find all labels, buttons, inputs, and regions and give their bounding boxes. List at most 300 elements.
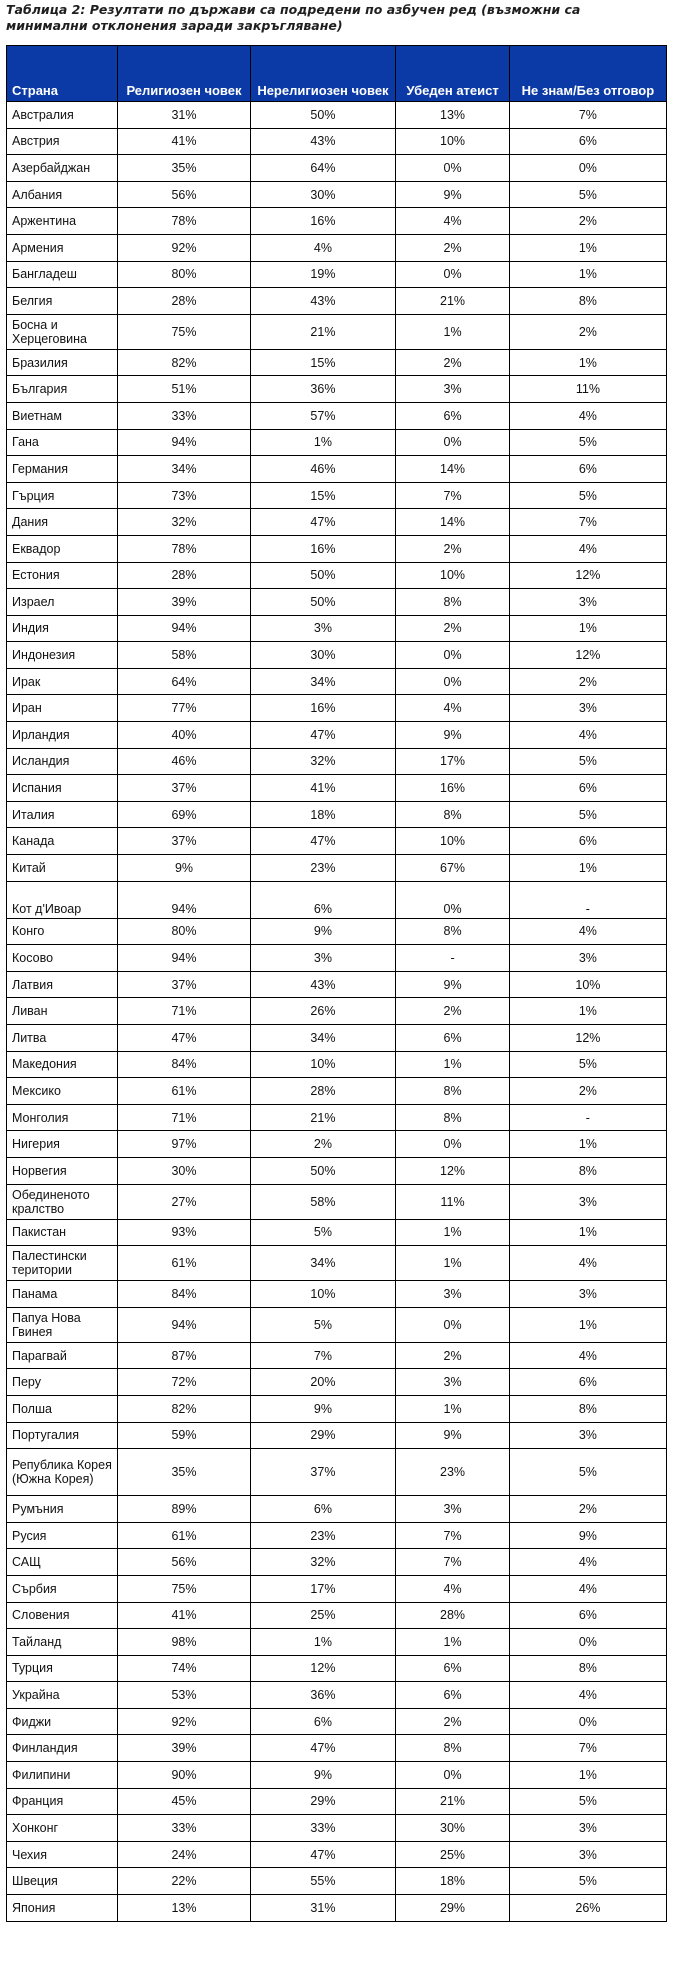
table-row <box>7 775 667 802</box>
atheist-cell: 2% <box>396 1342 509 1369</box>
religious-cell: 51% <box>118 376 250 403</box>
table-row <box>7 1868 667 1895</box>
atheist-cell: 0% <box>396 261 509 288</box>
table-row <box>7 1549 667 1576</box>
country-cell: Русия <box>7 1522 118 1549</box>
country-cell: Румъния <box>7 1496 118 1523</box>
country-cell: Италия <box>7 801 118 828</box>
table-row <box>7 1246 667 1281</box>
nonreligious-cell: 15% <box>250 349 396 376</box>
religious-cell: 61% <box>118 1522 250 1549</box>
nonreligious-cell: 36% <box>250 1682 396 1709</box>
nonreligious-cell: 21% <box>250 314 396 349</box>
table-row <box>7 801 667 828</box>
dont-know-cell: 1% <box>509 261 666 288</box>
nonreligious-cell: 19% <box>250 261 396 288</box>
religious-cell: 78% <box>118 208 250 235</box>
religious-cell: 61% <box>118 1078 250 1105</box>
nonreligious-cell: 6% <box>250 1496 396 1523</box>
atheist-cell: 28% <box>396 1602 509 1629</box>
country-cell: Мексико <box>7 1078 118 1105</box>
dont-know-cell: 7% <box>509 509 666 536</box>
religious-cell: 40% <box>118 722 250 749</box>
dont-know-cell: 1% <box>509 1131 666 1158</box>
country-cell: България <box>7 376 118 403</box>
table-row <box>7 1449 667 1496</box>
religious-cell: 37% <box>118 775 250 802</box>
table-row <box>7 234 667 261</box>
dont-know-cell: 0% <box>509 1629 666 1656</box>
country-cell: Бангладеш <box>7 261 118 288</box>
country-cell: САЩ <box>7 1549 118 1576</box>
dont-know-cell: 5% <box>509 748 666 775</box>
table-row <box>7 102 667 129</box>
country-cell: Ирак <box>7 668 118 695</box>
atheist-cell: 8% <box>396 1735 509 1762</box>
country-cell: Украйна <box>7 1682 118 1709</box>
religious-cell: 39% <box>118 589 250 616</box>
atheist-cell: 17% <box>396 748 509 775</box>
religious-cell: 80% <box>118 261 250 288</box>
country-cell: Канада <box>7 828 118 855</box>
atheist-cell: 9% <box>396 971 509 998</box>
dont-know-cell: 7% <box>509 102 666 129</box>
atheist-cell: 23% <box>396 1449 509 1496</box>
dont-know-cell: 1% <box>509 1307 666 1342</box>
nonreligious-cell: 64% <box>250 155 396 182</box>
table-row <box>7 918 667 945</box>
religious-cell: 74% <box>118 1655 250 1682</box>
country-cell: Австралия <box>7 102 118 129</box>
atheist-cell: 0% <box>396 1307 509 1342</box>
table-row <box>7 509 667 536</box>
nonreligious-cell: 47% <box>250 509 396 536</box>
dont-know-cell: 5% <box>509 801 666 828</box>
nonreligious-cell: 34% <box>250 1025 396 1052</box>
atheist-cell: 8% <box>396 801 509 828</box>
dont-know-cell: 3% <box>509 1815 666 1842</box>
country-cell: Еквадор <box>7 535 118 562</box>
table-row <box>7 1708 667 1735</box>
dont-know-cell: 12% <box>509 562 666 589</box>
country-cell: Монголия <box>7 1104 118 1131</box>
nonreligious-cell: 16% <box>250 695 396 722</box>
religious-cell: 34% <box>118 456 250 483</box>
nonreligious-cell: 3% <box>250 615 396 642</box>
nonreligious-cell: 43% <box>250 971 396 998</box>
country-cell: Германия <box>7 456 118 483</box>
dont-know-cell: 4% <box>509 1575 666 1602</box>
table-row <box>7 314 667 349</box>
religious-cell: 71% <box>118 1104 250 1131</box>
religious-cell: 69% <box>118 801 250 828</box>
table-row <box>7 722 667 749</box>
table-row <box>7 1735 667 1762</box>
atheist-cell: 9% <box>396 181 509 208</box>
atheist-cell: 0% <box>396 1131 509 1158</box>
religious-cell: 41% <box>118 1602 250 1629</box>
country-cell: Гърция <box>7 482 118 509</box>
nonreligious-cell: 21% <box>250 1104 396 1131</box>
religious-cell: 30% <box>118 1157 250 1184</box>
atheist-cell: 7% <box>396 1522 509 1549</box>
atheist-cell: 67% <box>396 855 509 882</box>
dont-know-cell: 6% <box>509 828 666 855</box>
atheist-cell: 16% <box>396 775 509 802</box>
atheist-cell: 1% <box>396 1219 509 1246</box>
religious-cell: 93% <box>118 1219 250 1246</box>
dont-know-cell: 3% <box>509 945 666 972</box>
nonreligious-cell: 32% <box>250 748 396 775</box>
atheist-cell: 2% <box>396 1708 509 1735</box>
atheist-cell: 0% <box>396 155 509 182</box>
religious-cell: 94% <box>118 429 250 456</box>
religious-cell: 77% <box>118 695 250 722</box>
nonreligious-cell: 50% <box>250 589 396 616</box>
religious-cell: 90% <box>118 1762 250 1789</box>
religious-cell: 22% <box>118 1868 250 1895</box>
nonreligious-cell: 6% <box>250 1708 396 1735</box>
country-cell: Виетнам <box>7 402 118 429</box>
atheist-cell: 25% <box>396 1841 509 1868</box>
country-cell: Косово <box>7 945 118 972</box>
religious-cell: 82% <box>118 1395 250 1422</box>
country-cell: Латвия <box>7 971 118 998</box>
atheist-cell: 8% <box>396 1078 509 1105</box>
dont-know-cell: 1% <box>509 615 666 642</box>
country-cell: Испания <box>7 775 118 802</box>
dont-know-cell: 5% <box>509 482 666 509</box>
religious-cell: 72% <box>118 1369 250 1396</box>
religious-cell: 87% <box>118 1342 250 1369</box>
table-row <box>7 695 667 722</box>
religious-cell: 98% <box>118 1629 250 1656</box>
nonreligious-cell: 15% <box>250 482 396 509</box>
nonreligious-cell: 47% <box>250 722 396 749</box>
country-cell: Китай <box>7 855 118 882</box>
religious-cell: 35% <box>118 1449 250 1496</box>
religious-cell: 27% <box>118 1184 250 1219</box>
country-cell: Панама <box>7 1281 118 1308</box>
dont-know-cell: 1% <box>509 855 666 882</box>
table-row <box>7 1157 667 1184</box>
country-cell: Филипини <box>7 1762 118 1789</box>
table-row <box>7 261 667 288</box>
nonreligious-cell: 55% <box>250 1868 396 1895</box>
dont-know-cell: 4% <box>509 1342 666 1369</box>
religious-cell: 9% <box>118 855 250 882</box>
table-row <box>7 482 667 509</box>
dont-know-cell: 5% <box>509 1788 666 1815</box>
dont-know-cell: 4% <box>509 1246 666 1281</box>
dont-know-cell: 1% <box>509 1219 666 1246</box>
dont-know-cell: 2% <box>509 668 666 695</box>
table-row <box>7 1281 667 1308</box>
dont-know-cell: 5% <box>509 1051 666 1078</box>
atheist-cell: 18% <box>396 1868 509 1895</box>
nonreligious-cell: 9% <box>250 918 396 945</box>
dont-know-cell: 4% <box>509 1682 666 1709</box>
country-cell: Турция <box>7 1655 118 1682</box>
table-row <box>7 1895 667 1922</box>
nonreligious-cell: 12% <box>250 1655 396 1682</box>
religious-cell: 73% <box>118 482 250 509</box>
table-row <box>7 1104 667 1131</box>
religious-cell: 56% <box>118 1549 250 1576</box>
dont-know-cell: 3% <box>509 1841 666 1868</box>
dont-know-cell: 7% <box>509 1735 666 1762</box>
dont-know-cell: 5% <box>509 429 666 456</box>
religious-cell: 13% <box>118 1895 250 1922</box>
religious-cell: 56% <box>118 181 250 208</box>
nonreligious-cell: 1% <box>250 429 396 456</box>
religious-cell: 61% <box>118 1246 250 1281</box>
country-cell: Македония <box>7 1051 118 1078</box>
table-row <box>7 1131 667 1158</box>
table-row <box>7 376 667 403</box>
country-cell: Финландия <box>7 1735 118 1762</box>
table-row <box>7 1422 667 1449</box>
nonreligious-cell: 28% <box>250 1078 396 1105</box>
religious-cell: 33% <box>118 1815 250 1842</box>
nonreligious-cell: 50% <box>250 102 396 129</box>
table-row <box>7 1051 667 1078</box>
atheist-cell: 6% <box>396 1025 509 1052</box>
nonreligious-cell: 43% <box>250 288 396 315</box>
dont-know-cell: 2% <box>509 314 666 349</box>
atheist-cell: 2% <box>396 998 509 1025</box>
atheist-cell: 21% <box>396 1788 509 1815</box>
nonreligious-cell: 25% <box>250 1602 396 1629</box>
religious-cell: 33% <box>118 402 250 429</box>
nonreligious-cell: 47% <box>250 1841 396 1868</box>
atheist-cell: 10% <box>396 562 509 589</box>
religious-cell: 35% <box>118 155 250 182</box>
table-row <box>7 945 667 972</box>
results-body <box>7 102 667 1922</box>
atheist-cell: 8% <box>396 589 509 616</box>
table-row <box>7 1025 667 1052</box>
country-cell: Пакистан <box>7 1219 118 1246</box>
country-cell: Норвегия <box>7 1157 118 1184</box>
nonreligious-cell: 3% <box>250 945 396 972</box>
nonreligious-cell: 32% <box>250 1549 396 1576</box>
atheist-cell: 10% <box>396 828 509 855</box>
nonreligious-cell: 43% <box>250 128 396 155</box>
results-table <box>6 45 667 1922</box>
religious-cell: 59% <box>118 1422 250 1449</box>
table-row <box>7 402 667 429</box>
country-cell: Индонезия <box>7 642 118 669</box>
religious-cell: 37% <box>118 828 250 855</box>
country-cell: Литва <box>7 1025 118 1052</box>
dont-know-cell: 26% <box>509 1895 666 1922</box>
atheist-cell: 9% <box>396 1422 509 1449</box>
country-cell: Португалия <box>7 1422 118 1449</box>
atheist-cell: 6% <box>396 1655 509 1682</box>
dont-know-cell: 4% <box>509 1549 666 1576</box>
dont-know-cell: 8% <box>509 288 666 315</box>
table-row <box>7 1575 667 1602</box>
religious-cell: 24% <box>118 1841 250 1868</box>
nonreligious-cell: 50% <box>250 1157 396 1184</box>
country-cell: Парагвай <box>7 1342 118 1369</box>
nonreligious-cell: 10% <box>250 1051 396 1078</box>
dont-know-cell: 1% <box>509 998 666 1025</box>
dont-know-cell: 2% <box>509 1496 666 1523</box>
atheist-cell: 3% <box>396 1496 509 1523</box>
religious-cell: 47% <box>118 1025 250 1052</box>
nonreligious-cell: 9% <box>250 1762 396 1789</box>
dont-know-cell: 5% <box>509 1868 666 1895</box>
religious-cell: 58% <box>118 642 250 669</box>
atheist-cell: 8% <box>396 918 509 945</box>
nonreligious-cell: 34% <box>250 668 396 695</box>
nonreligious-cell: 17% <box>250 1575 396 1602</box>
religious-cell: 92% <box>118 1708 250 1735</box>
country-cell: Австрия <box>7 128 118 155</box>
table-row <box>7 855 667 882</box>
country-cell: Дания <box>7 509 118 536</box>
atheist-cell: 12% <box>396 1157 509 1184</box>
table-row <box>7 589 667 616</box>
atheist-cell: 21% <box>396 288 509 315</box>
country-cell: Хонконг <box>7 1815 118 1842</box>
religious-cell: 94% <box>118 615 250 642</box>
religious-cell: 92% <box>118 234 250 261</box>
table-row <box>7 1762 667 1789</box>
dont-know-cell: 4% <box>509 535 666 562</box>
atheist-cell: 13% <box>396 102 509 129</box>
atheist-cell: 1% <box>396 1629 509 1656</box>
country-cell: Кот д'Ивоар <box>7 881 118 918</box>
nonreligious-cell: 46% <box>250 456 396 483</box>
nonreligious-cell: 23% <box>250 1522 396 1549</box>
nonreligious-cell: 30% <box>250 181 396 208</box>
religious-cell: 39% <box>118 1735 250 1762</box>
nonreligious-cell: 23% <box>250 855 396 882</box>
dont-know-cell: 10% <box>509 971 666 998</box>
dont-know-cell: 8% <box>509 1655 666 1682</box>
nonreligious-cell: 50% <box>250 562 396 589</box>
table-row <box>7 1395 667 1422</box>
dont-know-cell: 6% <box>509 456 666 483</box>
religious-cell: 53% <box>118 1682 250 1709</box>
dont-know-cell: 0% <box>509 1708 666 1735</box>
column-header-country: Страна <box>7 46 118 102</box>
nonreligious-cell: 58% <box>250 1184 396 1219</box>
atheist-cell: 3% <box>396 1369 509 1396</box>
nonreligious-cell: 30% <box>250 642 396 669</box>
religious-cell: 97% <box>118 1131 250 1158</box>
table-row <box>7 1496 667 1523</box>
nonreligious-cell: 9% <box>250 1395 396 1422</box>
religious-cell: 41% <box>118 128 250 155</box>
atheist-cell: 0% <box>396 642 509 669</box>
nonreligious-cell: 5% <box>250 1219 396 1246</box>
atheist-cell: 0% <box>396 668 509 695</box>
table-row <box>7 1307 667 1342</box>
table-row <box>7 128 667 155</box>
table-row <box>7 1342 667 1369</box>
atheist-cell: 14% <box>396 509 509 536</box>
table-row <box>7 1629 667 1656</box>
nonreligious-cell: 20% <box>250 1369 396 1396</box>
table-row <box>7 1841 667 1868</box>
atheist-cell: 2% <box>396 535 509 562</box>
country-cell: Израел <box>7 589 118 616</box>
nonreligious-cell: 4% <box>250 234 396 261</box>
nonreligious-cell: 47% <box>250 828 396 855</box>
dont-know-cell: 4% <box>509 918 666 945</box>
table-row <box>7 1219 667 1246</box>
religious-cell: 64% <box>118 668 250 695</box>
nonreligious-cell: 34% <box>250 1246 396 1281</box>
column-header-nonreligious: Нерелигиозен човек <box>250 46 396 102</box>
dont-know-cell: 4% <box>509 722 666 749</box>
nonreligious-cell: 31% <box>250 1895 396 1922</box>
dont-know-cell: 6% <box>509 1602 666 1629</box>
table-row <box>7 456 667 483</box>
atheist-cell: 14% <box>396 456 509 483</box>
table-row <box>7 562 667 589</box>
atheist-cell: 11% <box>396 1184 509 1219</box>
atheist-cell: 1% <box>396 1395 509 1422</box>
table-row <box>7 668 667 695</box>
table-row <box>7 642 667 669</box>
religious-cell: 32% <box>118 509 250 536</box>
atheist-cell: 4% <box>396 695 509 722</box>
dont-know-cell: 8% <box>509 1395 666 1422</box>
nonreligious-cell: 18% <box>250 801 396 828</box>
religious-cell: 71% <box>118 998 250 1025</box>
dont-know-cell: 3% <box>509 1281 666 1308</box>
religious-cell: 31% <box>118 102 250 129</box>
country-cell: Ирландия <box>7 722 118 749</box>
atheist-cell: 7% <box>396 1549 509 1576</box>
religious-cell: 46% <box>118 748 250 775</box>
table-row <box>7 1815 667 1842</box>
table-row <box>7 748 667 775</box>
nonreligious-cell: 2% <box>250 1131 396 1158</box>
nonreligious-cell: 47% <box>250 1735 396 1762</box>
nonreligious-cell: 36% <box>250 376 396 403</box>
nonreligious-cell: 7% <box>250 1342 396 1369</box>
nonreligious-cell: 29% <box>250 1422 396 1449</box>
religious-cell: 84% <box>118 1281 250 1308</box>
table-row <box>7 1682 667 1709</box>
nonreligious-cell: 41% <box>250 775 396 802</box>
dont-know-cell: 6% <box>509 1369 666 1396</box>
dont-know-cell: - <box>509 881 666 918</box>
atheist-cell: 2% <box>396 349 509 376</box>
religious-cell: 75% <box>118 1575 250 1602</box>
atheist-cell: 0% <box>396 881 509 918</box>
dont-know-cell: 3% <box>509 1422 666 1449</box>
atheist-cell: 0% <box>396 1762 509 1789</box>
country-cell: Азербайджан <box>7 155 118 182</box>
country-cell: Нигерия <box>7 1131 118 1158</box>
country-cell: Обединеното кралство <box>7 1184 118 1219</box>
dont-know-cell: 6% <box>509 775 666 802</box>
table-row <box>7 1788 667 1815</box>
atheist-cell: 4% <box>396 208 509 235</box>
country-cell: Полша <box>7 1395 118 1422</box>
atheist-cell: - <box>396 945 509 972</box>
atheist-cell: 7% <box>396 482 509 509</box>
country-cell: Армения <box>7 234 118 261</box>
nonreligious-cell: 29% <box>250 1788 396 1815</box>
